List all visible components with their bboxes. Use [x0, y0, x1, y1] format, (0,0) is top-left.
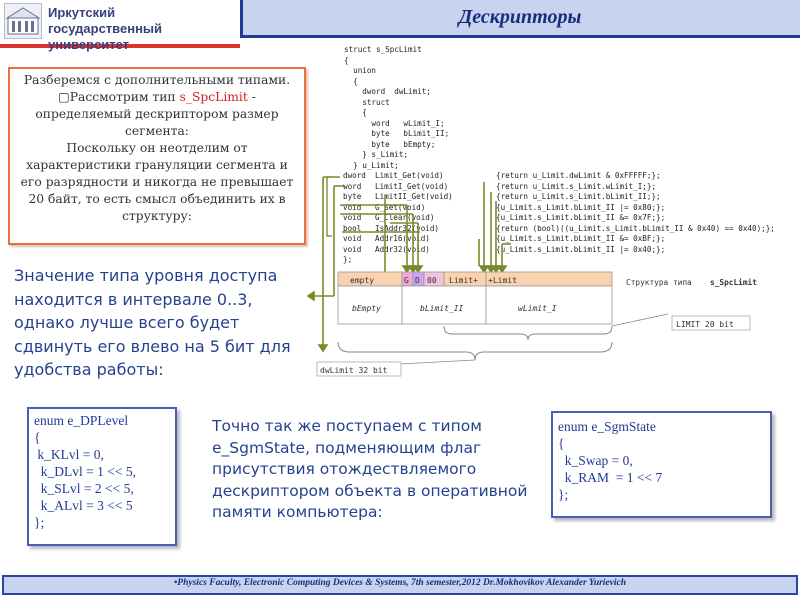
- method-declaration-line: byte LimitII_Get(void): [343, 192, 453, 201]
- field-bempty-label: bEmpty: [352, 304, 381, 313]
- cell-00-label: 00: [427, 276, 437, 285]
- struct-code-line: byte bLimit_II;: [344, 129, 450, 138]
- dplevel-enum-line: k_ALvl = 3 << 5: [34, 498, 133, 513]
- method-body-line: {u_Limit.s_Limit.bLimit_II |= 0x40;};: [496, 244, 666, 254]
- limit-brace: [444, 326, 612, 340]
- note-line2-prefix: Рассмотрим тип: [69, 90, 180, 104]
- method-declaration-line: dword Limit_Get(void): [343, 171, 444, 180]
- dwlimit-label: dwLimit 32 bit: [320, 366, 388, 375]
- dplevel-enum-line: k_SLvl = 2 << 5,: [34, 481, 134, 496]
- limit-leader: [612, 314, 668, 326]
- method-body-line: {u_Limit.s_Limit.bLimit_II &= 0x7F;};: [496, 213, 666, 222]
- sgmstate-enum-line: k_Swap = 0,: [558, 453, 633, 468]
- sgmstate-enum-code: [558, 418, 662, 503]
- slide-title: Дескрипторы: [458, 6, 582, 28]
- footer-text: •Physics Faculty, Electronic Computing Devices & Systems, 7th semester,2012 Dr.Mokhovikov Alexander Yurievich: [173, 578, 627, 588]
- struct-code-line: } u_Limit;: [344, 160, 399, 170]
- dplevel-enum-line: k_KLvl = 0,: [34, 447, 104, 462]
- dplevel-enum-line: };: [34, 515, 45, 530]
- struct-code-line: } s_Limit;: [344, 150, 409, 159]
- limit-label: LIMIT 20 bit: [676, 320, 734, 329]
- structure-name: s_SpcLimit: [710, 278, 757, 287]
- cell-empty-label: empty: [350, 276, 375, 285]
- method-body-line: {return (bool)((u_Limit.s_Limit.bLimit_II & 0x40) == 0x40);};: [496, 223, 775, 233]
- struct-code-line: {: [344, 76, 358, 86]
- method-declaration-line: void G_Set(void): [343, 202, 426, 212]
- dwlimit-brace: [338, 342, 612, 360]
- cell-limit-plus-label: Limit+: [449, 276, 478, 285]
- method-body-line: {return u_Limit.s_Limit.wLimit_I;};: [496, 181, 657, 191]
- struct-code-line: union: [344, 66, 377, 75]
- field-blimit2-label: bLimit_II: [420, 304, 464, 313]
- field-wlimit1-label: wLimit_I: [518, 304, 557, 313]
- dplevel-enum-line: {: [34, 430, 41, 445]
- note-line2-suffix: -: [247, 90, 256, 104]
- note-line4: Поскольку он неотделим от характеристики грануляции сегмента и его разрядности и никогда не превышает 20 байт, то есть смысл объединить их в структуру:: [20, 141, 294, 223]
- struct-code-line: byte bEmpty;: [344, 139, 436, 149]
- cell-plus-limit-label: +Limit: [488, 276, 517, 285]
- sgmstate-enum-line: {: [558, 436, 565, 451]
- dwlimit-leader: [400, 360, 475, 364]
- method-body-line: {return u_Limit.dwLimit & 0xFFFFF;};: [496, 171, 661, 180]
- method-declaration-line: void G_Clear(void): [343, 213, 435, 222]
- struct-code-line: dword dwLimit;: [344, 87, 431, 96]
- method-declaration-line: bool IsAddr32(void): [343, 223, 440, 233]
- note-line1: Разберемся с дополнительными типами.: [23, 73, 291, 87]
- method-body-line: {u_Limit.s_Limit.bLimit_II &= 0xBF;};: [496, 234, 666, 243]
- note-type-name: s_SpcLimit: [179, 90, 248, 104]
- connector-arrows: [319, 177, 511, 351]
- struct-code-line: struct: [344, 97, 390, 107]
- struct-closing: };: [343, 255, 353, 264]
- method-declaration-line: void Addr32(void): [343, 244, 430, 254]
- sgmstate-description: Точно так же поступаем с типом e_SgmState, подменяющим флаг присутствия отождествляемого дескриптором объекта в оперативной памяти компьютера:: [212, 417, 528, 521]
- struct-code-line: {: [344, 55, 349, 65]
- method-declaration-line: void Addr16(void): [343, 234, 430, 243]
- sgmstate-enum-line: };: [558, 487, 569, 502]
- university-name-line2: государственный университет: [48, 21, 163, 52]
- struct-code-line: struct s_SpcLimit: [344, 45, 422, 54]
- structure-label: Структура типа: [626, 278, 692, 287]
- dplevel-enum-line: enum e_DPLevel: [34, 413, 129, 428]
- sgmstate-enum-line: enum e_SgmState: [558, 419, 656, 434]
- university-name-line1: Иркутский: [48, 5, 116, 20]
- struct-code-line: {: [344, 108, 367, 117]
- note-line3: определяемый дескриптором размер сегмента:: [35, 107, 279, 138]
- dplevel-enum-code: [34, 412, 136, 531]
- sgmstate-enum-line: k_RAM = 1 << 7: [558, 470, 663, 485]
- method-body-line: {return u_Limit.s_Limit.bLimit_II;};: [496, 192, 661, 201]
- cell-d-label: D: [415, 276, 420, 285]
- method-declaration-line: word LimitI_Get(void): [343, 181, 449, 191]
- struct-code-line: word wLimit_I;: [344, 118, 445, 128]
- dplevel-enum-line: k_DLvl = 1 << 5,: [34, 464, 136, 479]
- access-level-text: Значение типа уровня доступа находится в интервале 0..3, однако лучше всего будет сдвинуть его влево на 5 бит для удобства работы:: [14, 266, 291, 379]
- dwlimit-bracket: [327, 177, 332, 236]
- note-bullet-icon: ▢: [58, 90, 70, 104]
- method-body-line: {u_Limit.s_Limit.bLimit_II |= 0x80;};: [496, 202, 666, 212]
- cell-g-label: G: [404, 276, 409, 285]
